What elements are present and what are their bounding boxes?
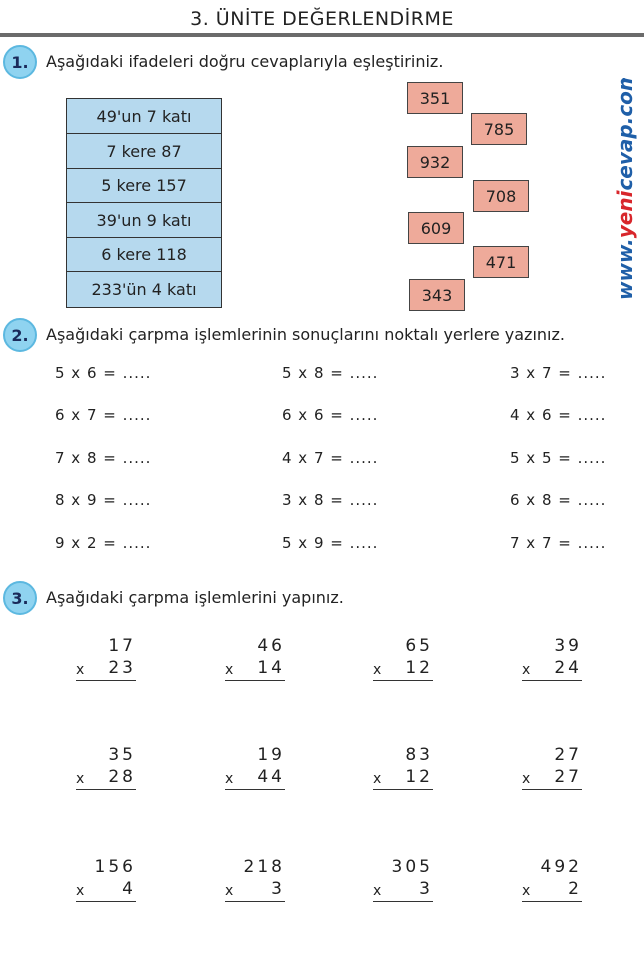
result-line: [76, 680, 136, 681]
expression-cell: 49'un 7 katı: [66, 98, 222, 134]
multiplicand: 65: [405, 636, 433, 656]
page-title: 3. ÜNİTE DEĞERLENDİRME: [190, 8, 454, 30]
expression-cell: 233'ün 4 katı: [66, 272, 222, 308]
times-sign: x: [373, 662, 382, 678]
times-sign: x: [373, 883, 382, 899]
answer-box: 609: [408, 212, 464, 244]
multiplier: 2: [568, 879, 582, 899]
result-line: [373, 901, 433, 902]
vertical-multiplication: [225, 745, 285, 789]
result-line: [373, 680, 433, 681]
result-line: [76, 901, 136, 902]
result-line: [225, 789, 285, 790]
multiplication-item: 7 x 8 = .....: [55, 449, 152, 467]
question-3-badge: 3.: [3, 581, 37, 615]
expression-cell: 5 kere 157: [66, 169, 222, 203]
multiplier: 27: [554, 767, 582, 787]
multiplicand: 35: [108, 745, 136, 765]
times-sign: x: [522, 883, 531, 899]
result-line: [225, 901, 285, 902]
multiplication-item: 9 x 2 = .....: [55, 534, 152, 552]
answer-box: 471: [473, 246, 529, 278]
times-sign: x: [373, 771, 382, 787]
multiplicand: 27: [554, 745, 582, 765]
vertical-multiplication: [522, 745, 582, 789]
times-sign: x: [225, 883, 234, 899]
multiplier: 12: [405, 767, 433, 787]
multiplier: 14: [257, 658, 285, 678]
multiplication-item: 5 x 8 = .....: [282, 364, 379, 382]
svg-text:www.yenicevap.com: www.yenicevap.com: [613, 78, 637, 300]
vertical-multiplication: [522, 636, 582, 680]
question-2-badge: 2.: [3, 318, 37, 352]
vertical-multiplication: [225, 636, 285, 680]
vertical-multiplication: [373, 745, 433, 789]
expression-table: [66, 98, 222, 308]
result-line: [225, 680, 285, 681]
result-line: [522, 789, 582, 790]
result-line: [522, 901, 582, 902]
question-1-badge: 1.: [3, 45, 37, 79]
multiplier: 44: [257, 767, 285, 787]
vertical-multiplication: [225, 857, 285, 901]
multiplier: 23: [108, 658, 136, 678]
multiplier: 28: [108, 767, 136, 787]
multiplicand: 83: [405, 745, 433, 765]
multiplicand: 218: [243, 857, 285, 877]
multiplication-item: 4 x 6 = .....: [510, 406, 607, 424]
multiplication-item: 5 x 5 = .....: [510, 449, 607, 467]
multiplicand: 492: [540, 857, 582, 877]
multiplication-item: 7 x 7 = .....: [510, 534, 607, 552]
multiplicand: 46: [257, 636, 285, 656]
multiplication-item: 3 x 7 = .....: [510, 364, 607, 382]
multiplication-item: 4 x 7 = .....: [282, 449, 379, 467]
vertical-multiplication: [373, 857, 433, 901]
multiplicand: 305: [391, 857, 433, 877]
multiplier: 4: [122, 879, 136, 899]
multiplier: 24: [554, 658, 582, 678]
answer-box: 343: [409, 279, 465, 311]
vertical-multiplication: [522, 857, 582, 901]
times-sign: x: [76, 771, 85, 787]
answer-box: 932: [407, 146, 463, 178]
expression-cell: 39'un 9 katı: [66, 203, 222, 238]
vertical-multiplication: [76, 745, 136, 789]
result-line: [373, 789, 433, 790]
multiplier: 12: [405, 658, 433, 678]
multiplication-item: 6 x 6 = .....: [282, 406, 379, 424]
multiplication-item: 3 x 8 = .....: [282, 491, 379, 509]
multiplicand: 19: [257, 745, 285, 765]
multiplication-item: 5 x 6 = .....: [55, 364, 152, 382]
answer-box: 351: [407, 82, 463, 114]
times-sign: x: [76, 662, 85, 678]
times-sign: x: [522, 662, 531, 678]
multiplier: 3: [419, 879, 433, 899]
expression-cell: 6 kere 118: [66, 238, 222, 272]
answer-box: 785: [471, 113, 527, 145]
multiplier: 3: [271, 879, 285, 899]
times-sign: x: [522, 771, 531, 787]
vertical-multiplication: [76, 636, 136, 680]
times-sign: x: [76, 883, 85, 899]
watermark-logo: [598, 78, 644, 304]
vertical-multiplication: [76, 857, 136, 901]
result-line: [522, 680, 582, 681]
multiplication-item: 6 x 7 = .....: [55, 406, 152, 424]
multiplicand: 39: [554, 636, 582, 656]
answer-box: 708: [473, 180, 529, 212]
multiplication-item: 5 x 9 = .....: [282, 534, 379, 552]
times-sign: x: [225, 662, 234, 678]
multiplication-item: 6 x 8 = .....: [510, 491, 607, 509]
question-3-instruction: Aşağıdaki çarpma işlemlerini yapınız.: [46, 588, 344, 607]
vertical-multiplication: [373, 636, 433, 680]
times-sign: x: [225, 771, 234, 787]
expression-cell: 7 kere 87: [66, 134, 222, 169]
multiplicand: 156: [94, 857, 136, 877]
title-rule: [0, 33, 644, 37]
result-line: [76, 789, 136, 790]
question-1-instruction: Aşağıdaki ifadeleri doğru cevaplarıyla eşleştiriniz.: [46, 52, 444, 71]
question-2-instruction: Aşağıdaki çarpma işlemlerinin sonuçlarını noktalı yerlere yazınız.: [46, 325, 565, 344]
multiplicand: 17: [108, 636, 136, 656]
multiplication-item: 8 x 9 = .....: [55, 491, 152, 509]
